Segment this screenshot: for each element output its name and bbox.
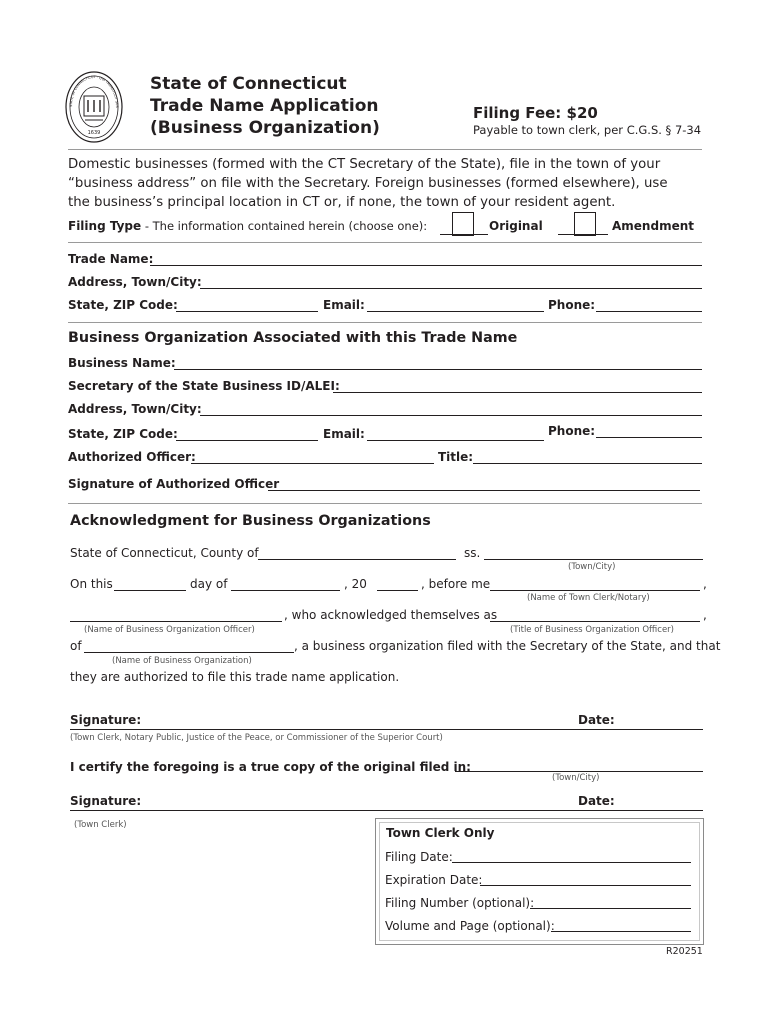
trade-address-field[interactable]	[200, 288, 702, 289]
trade-email-field[interactable]	[367, 311, 544, 312]
officer-title-label: Title:	[438, 450, 474, 464]
ack-signature-label: Signature:	[70, 713, 142, 727]
ss-town-city-field[interactable]	[484, 559, 703, 560]
on-this-label: On this	[70, 577, 113, 591]
filing-date-label: Filing Date:	[385, 850, 453, 864]
trade-email-label: Email:	[323, 298, 365, 312]
year-field[interactable]	[377, 590, 418, 591]
amendment-option-label: Amendment	[612, 219, 694, 233]
sos-id-label: Secretary of the State Business ID/ALEI:	[68, 379, 340, 393]
day-field[interactable]	[114, 590, 186, 591]
filing-number-label: Filing Number (optional):	[385, 896, 535, 910]
org-email-label: Email:	[323, 427, 365, 441]
expiration-date-label: Expiration Date:	[385, 873, 483, 887]
trade-phone-field[interactable]	[596, 311, 702, 312]
form-number: R20251	[666, 946, 703, 957]
officials-caption: (Town Clerk, Notary Public, Justice of the Peace, or Commissioner of the Superior Court)	[70, 733, 443, 743]
trade-address-label: Address, Town/City:	[68, 275, 202, 289]
certify-label: I certify the foregoing is a true copy of the original filed in:	[70, 760, 471, 774]
county-label: State of Connecticut, County of	[70, 546, 259, 560]
authorized-officer-label: Authorized Officer:	[68, 450, 196, 464]
intro-line-3: the business’s principal location in CT or, if none, the town of your resident agent.	[68, 195, 616, 210]
filing-type-row	[68, 219, 427, 233]
ss-label: ss.	[464, 546, 481, 560]
officer-name-field[interactable]	[70, 621, 282, 622]
trade-state-zip-field[interactable]	[176, 311, 318, 312]
officer-title-field[interactable]	[473, 463, 702, 464]
day-of-label: day of	[190, 577, 228, 591]
county-field[interactable]	[258, 559, 456, 560]
expiration-date-field[interactable]	[480, 885, 691, 886]
town-city-caption: (Town/City)	[568, 562, 616, 572]
filing-type-desc: - The information contained herein (choose one):	[141, 219, 428, 233]
form-title-line1: State of Connecticut	[150, 74, 347, 94]
org-address-label: Address, Town/City:	[68, 402, 202, 416]
form-title-line2: Trade Name Application	[150, 96, 379, 116]
clerk-signature-label: Signature:	[70, 794, 142, 808]
org-section-heading: Business Organization Associated with this Trade Name	[68, 330, 518, 346]
officer-title-caption: (Title of Business Organization Officer)	[510, 625, 674, 635]
org-name-caption: (Name of Business Organization)	[112, 656, 252, 666]
org-phone-field[interactable]	[596, 437, 702, 438]
intro-line-2: “business address” on file with the Secretary. Foreign businesses (formed elsewhere), use	[68, 176, 668, 191]
business-name-field[interactable]	[174, 369, 702, 370]
before-me-label: , before me	[421, 577, 491, 591]
ack-date-label: Date:	[578, 713, 615, 727]
original-option-label: Original	[489, 219, 543, 233]
divider	[68, 242, 702, 243]
trade-phone-label: Phone:	[548, 298, 596, 312]
amendment-checkbox[interactable]	[574, 212, 596, 236]
filing-fee: Filing Fee: $20	[473, 104, 598, 122]
org-state-zip-label: State, ZIP Code:	[68, 427, 178, 441]
header-divider	[68, 149, 702, 150]
filing-number-field[interactable]	[530, 908, 691, 909]
divider	[68, 503, 702, 504]
acknowledged-label: , who acknowledged themselves as	[284, 608, 498, 622]
svg-text:STATE OF CONNECTICUT · QUI TRA	[64, 70, 119, 108]
filing-fee-note: Payable to town clerk, per C.G.S. § 7-34	[473, 123, 702, 137]
authorized-text: they are authorized to file this trade name application.	[70, 670, 400, 684]
filing-date-field[interactable]	[452, 862, 691, 863]
certify-town-field[interactable]	[455, 771, 703, 772]
clerk-signature-field[interactable]	[70, 810, 703, 811]
officer-signature-label: Signature of Authorized Officer	[68, 477, 280, 491]
authorized-officer-field[interactable]	[191, 463, 434, 464]
officer-signature-field[interactable]	[268, 490, 700, 491]
business-name-label: Business Name:	[68, 356, 176, 370]
town-clerk-caption: (Town Clerk)	[74, 820, 127, 830]
org-state-zip-field[interactable]	[176, 440, 318, 441]
org-email-field[interactable]	[367, 440, 544, 441]
clerk-notary-field[interactable]	[490, 590, 700, 591]
month-field[interactable]	[231, 590, 340, 591]
sos-id-field[interactable]	[333, 392, 702, 393]
volume-page-field[interactable]	[551, 931, 691, 932]
clerk-notary-caption: (Name of Town Clerk/Notary)	[527, 593, 650, 603]
certify-town-caption: (Town/City)	[552, 773, 600, 783]
trade-name-field[interactable]	[150, 265, 702, 266]
clerk-date-label: Date:	[578, 794, 615, 808]
comma: ,	[703, 577, 707, 591]
form-title-line3: (Business Organization)	[150, 118, 380, 138]
ack-section-heading: Acknowledgment for Business Organizations	[70, 513, 431, 529]
of-label: of	[70, 639, 82, 653]
officer-title-ack-field[interactable]	[490, 621, 700, 622]
original-checkbox[interactable]	[452, 212, 474, 236]
intro-line-1: Domestic businesses (formed with the CT Secretary of the State), file in the town of your	[68, 157, 661, 172]
officer-name-caption: (Name of Business Organization Officer)	[84, 625, 255, 635]
filing-type-label: Filing Type	[68, 219, 142, 233]
org-phone-label: Phone:	[548, 424, 596, 438]
year-prefix-label: , 20	[344, 577, 367, 591]
org-address-field[interactable]	[200, 415, 702, 416]
town-clerk-only-heading: Town Clerk Only	[386, 826, 495, 840]
divider	[68, 322, 702, 323]
ack-signature-field[interactable]	[70, 729, 703, 730]
org-name-ack-field[interactable]	[84, 652, 294, 653]
svg-text:1639: 1639	[87, 130, 101, 136]
trade-name-label: Trade Name:	[68, 252, 154, 266]
trade-state-zip-label: State, ZIP Code:	[68, 298, 178, 312]
comma: ,	[703, 608, 707, 622]
volume-page-label: Volume and Page (optional):	[385, 919, 555, 933]
filed-text: , a business organization filed with the Secretary of the State, and that	[294, 639, 721, 653]
state-seal-logo	[64, 70, 124, 144]
seal-text: STATE OF CONNECTICUT · QUI TRANSTULIT SUS	[68, 74, 120, 108]
